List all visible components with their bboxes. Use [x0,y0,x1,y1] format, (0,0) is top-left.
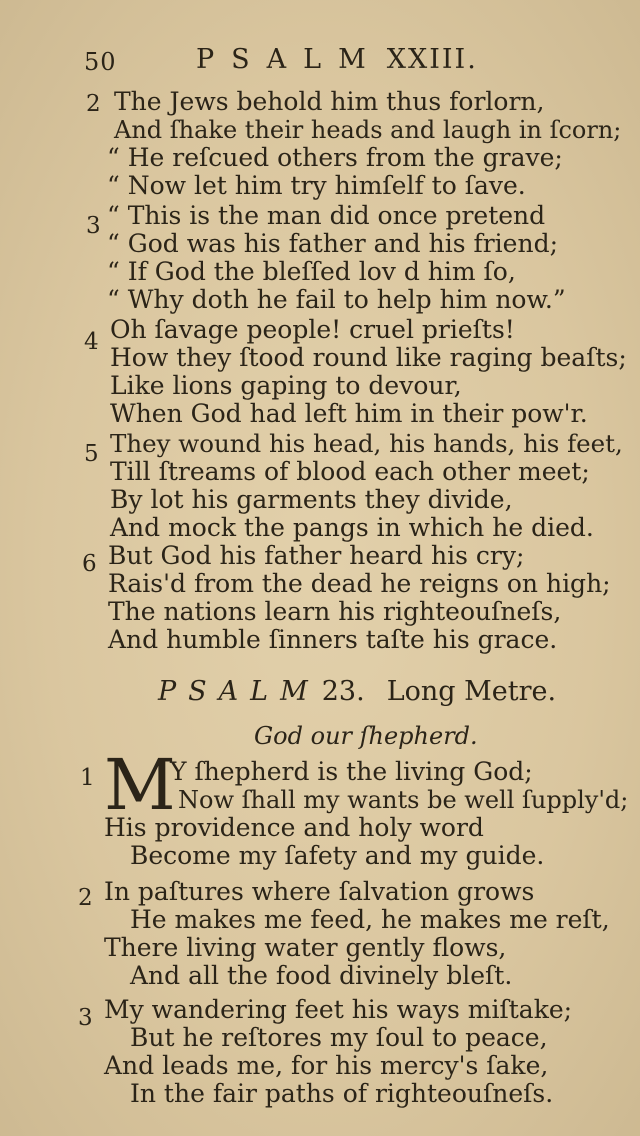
verse-line: They wound his head, his hands, his feet, [110,429,623,458]
verse-line: Like lions gaping to devour, [110,371,462,400]
verse-line: How they ſtood round like raging beaſts; [110,343,627,372]
stanza-number: 3 [78,1005,93,1031]
psalm-subtitle: God our ſhepherd. [254,722,478,750]
verse-line: My wandering feet his ways miſtake; [104,995,573,1024]
verse-line: In the fair paths of righteouſneſs. [130,1079,554,1108]
verse-line: In paſtures where ſalvation grows [104,877,535,906]
verse-line: And humble ſinners taſte his grace. [108,625,558,654]
metre-label: Long Metre. [386,676,557,707]
verse-line: And ſhake their heads and laugh in ſcorn; [114,116,622,144]
verse-line: “ This is the man did once pretend [107,201,546,230]
page-number: 50 [84,48,117,76]
verse-line: Now ſhall my wants be well ſupply'd; [178,786,629,814]
verse-line: There living water gently flows, [104,933,507,962]
verse-line: But he reſtores my ſoul to peace, [130,1023,548,1052]
psalm-heading-word: PSALM [158,676,320,707]
verse-line: “ Now let him try himſelf to ſave. [107,171,526,200]
verse-line: Oh ſavage people! cruel prieſts! [110,315,515,344]
drop-cap: M [104,744,176,826]
psalm-heading-number: 23. [321,676,365,707]
verse-line: By lot his garments they divide, [110,485,513,514]
stanza-number: 2 [78,885,93,911]
verse-line: Y ſhepherd is the living God; [170,757,533,786]
verse-line: The Jews behold him thus forlorn, [114,87,545,116]
verse-line: “ If God the bleſſed lov d him ſo, [107,257,516,286]
verse-line: But God his father heard his cry; [108,541,525,570]
stanza-number: 4 [84,329,99,355]
stanza-number: 6 [82,551,97,577]
verse-line: The nations learn his righteouſneſs, [108,597,562,626]
verse-line: He makes me feed, he makes me reſt, [130,905,610,934]
verse-line: And leads me, for his mercy's ſake, [104,1051,549,1080]
psalm-heading [158,676,556,707]
verse-line: When God had left him in their pow'r. [110,399,588,428]
stanza-number: 2 [86,91,101,117]
running-title [196,44,478,75]
running-title-word: PSALM [196,44,383,75]
verse-line: “ Why doth he fail to help him now.” [107,285,566,314]
stanza-number: 1 [80,765,95,791]
verse-line: “ He reſcued others from the grave; [107,143,563,172]
stanza-number: 5 [84,441,99,467]
verse-line: Become my ſafety and my guide. [130,841,545,870]
running-title-number: XXIII. [386,44,478,75]
verse-line: Till ſtreams of blood each other meet; [110,457,590,486]
verse-line: And mock the pangs in which he died. [110,513,594,542]
verse-line: His providence and holy word [104,813,484,842]
verse-line: Rais'd from the dead he reigns on high; [108,569,611,598]
verse-line: And all the food divinely bleſt. [130,961,513,990]
verse-line: “ God was his father and his friend; [107,229,559,258]
stanza-number: 3 [86,213,101,239]
